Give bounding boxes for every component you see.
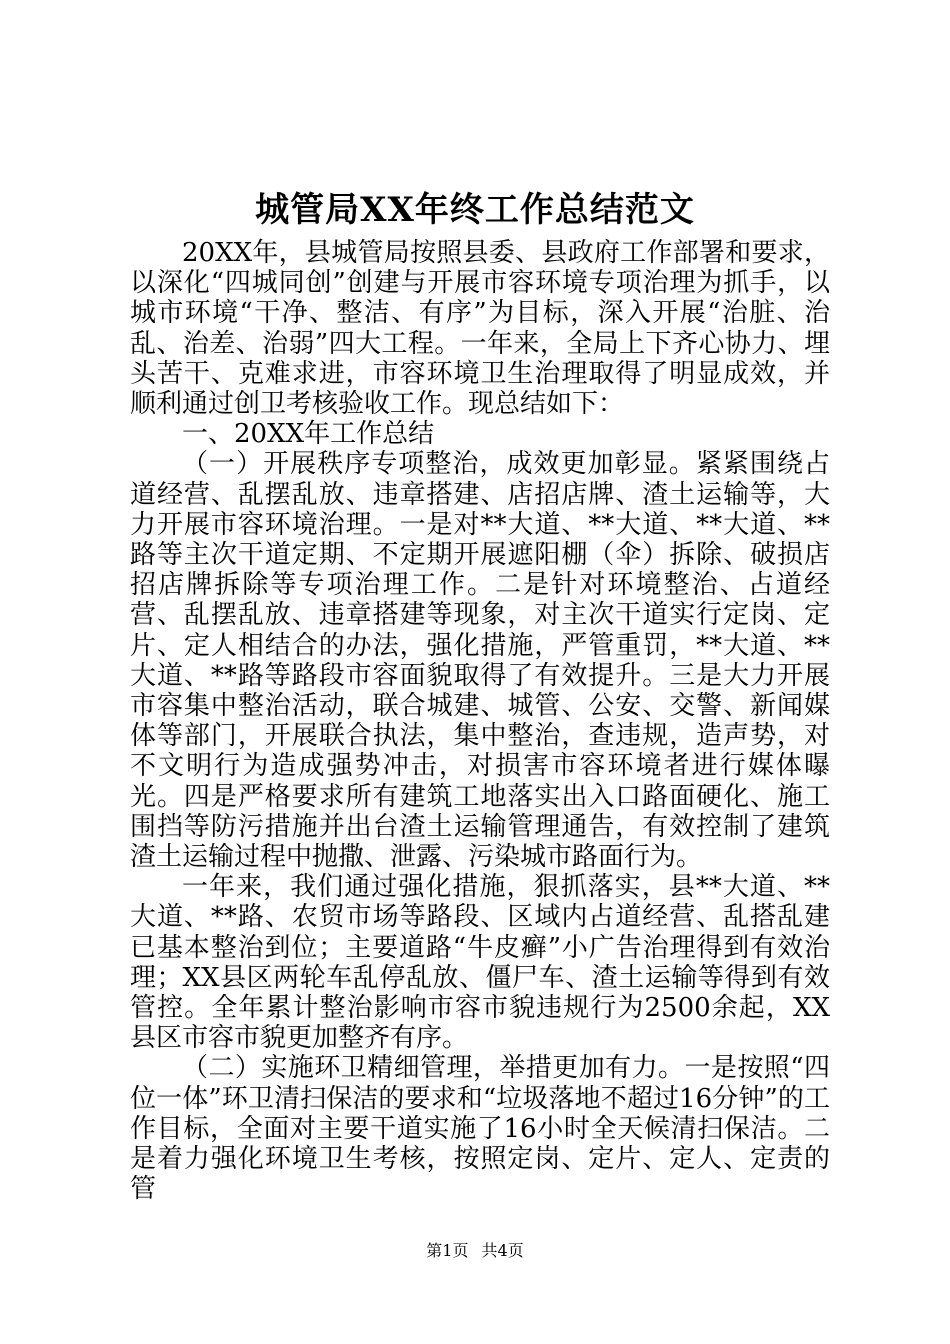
page-total: 共4页 xyxy=(481,1241,524,1260)
section-heading: 一、20XX年工作总结 xyxy=(182,419,435,450)
document-body xyxy=(130,238,830,1205)
paragraph-intro: 20XX年，县城管局按照县委、县政府工作部署和要求，以深化“四城同创”创建与开展市容环境专项治理为抓手，以城市环境“干净、整洁、有序”为目标，深入开展“治脏、治乱、治差、治弱”四大工程。一年来，全局上下齐心协力、埋头苦干、克难求进，市容环境卫生治理取得了明显成效，并顺利通过创卫考核验收工作。现总结如下： xyxy=(130,238,830,420)
page-footer xyxy=(0,1240,950,1262)
page-number: 第1页 xyxy=(426,1241,469,1260)
paragraph-order-rectification: （一）开展秩序专项整治，成效更加彰显。紧紧围绕占道经营、乱摆乱放、违章搭建、店招店牌、渣土运输等，大力开展市容环境治理。一是对**大道、**大道、**大道、**路等主次干道定期、不定期开展遮阳棚（伞）拆除、破损店招店牌拆除等专项治理工作。二是针对环境整治、占道经营、乱摆乱放、违章搭建等现象，对主次干道实行定岗、定片、定人相结合的办法，强化措施，严管重罚，**大道、**大道、**路等路段市容面貌取得了有效提升。三是大力开展市容集中整治活动，联合城建、城管、公安、交警、新闻媒体等部门，开展联合执法，集中整治，查违规，造声势，对不文明行为造成强势冲击，对损害市容环境者进行媒体曝光。四是严格要求所有建筑工地落实出入口路面硬化、施工围挡等防污措施并出台渣土运输管理通告，有效控制了建筑渣土运输过程中抛撒、泄露、污染城市路面行为。 xyxy=(130,449,830,873)
paragraph-year-results: 一年来，我们通过强化措施，狠抓落实，县**大道、**大道、**路、农贸市场等路段、区域内占道经营、乱搭乱建已基本整治到位；主要道路“牛皮癣”小广告治理得到有效治理；XX县区两轮车乱停乱放、僵尸车、渣土运输等得到有效管控。全年累计整治影响市容市貌违规行为2500余起，XX县区市容市貌更加整齐有序。 xyxy=(130,872,830,1054)
page-title: 城管局XX年终工作总结范文 xyxy=(255,190,695,230)
paragraph-sanitation-management: （二）实施环卫精细管理，举措更加有力。一是按照“四位一体”环卫清扫保洁的要求和“垃圾落地不超过16分钟”的工作目标，全面对主要干道实施了16小时全天候清扫保洁。二是着力强化环境卫生考核，按照定岗、定片、定人、定责的管 xyxy=(130,1053,830,1205)
